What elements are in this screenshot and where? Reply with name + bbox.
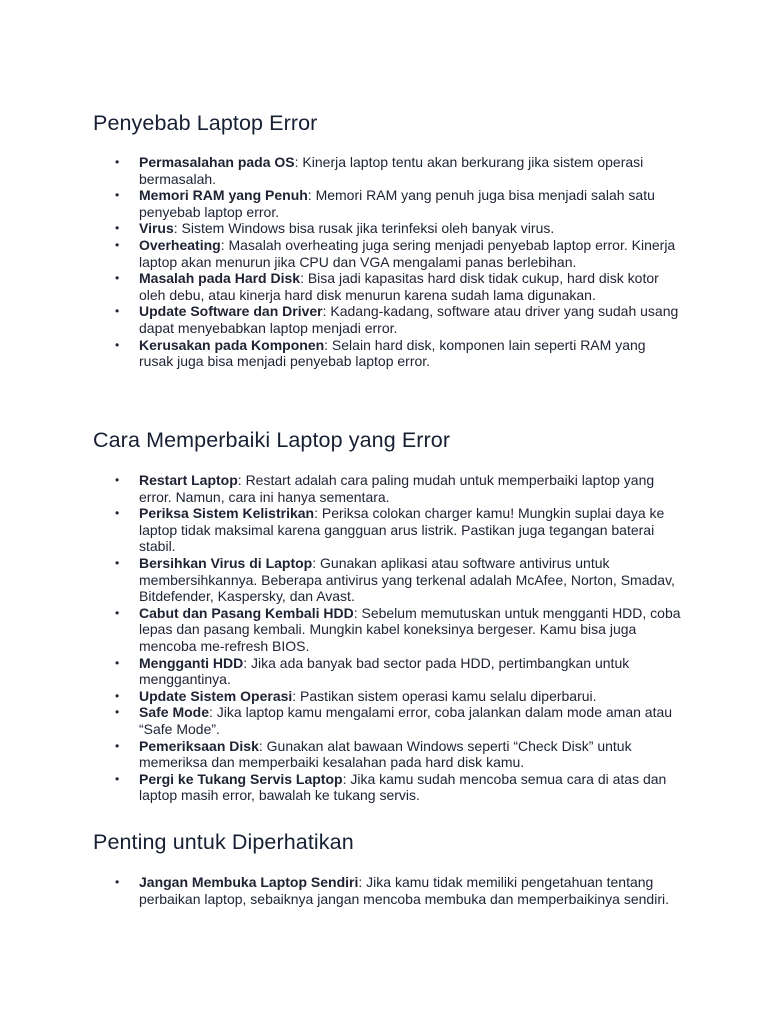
item-term: Overheating bbox=[139, 236, 221, 253]
bullet-icon: • bbox=[115, 655, 120, 670]
bullet-icon: • bbox=[115, 304, 120, 319]
section-penting bbox=[93, 829, 683, 907]
list-item bbox=[93, 555, 683, 605]
bullet-icon: • bbox=[115, 605, 120, 620]
section-cara-memperbaiki bbox=[93, 427, 683, 804]
item-term: Kerusakan pada Komponen bbox=[139, 336, 325, 353]
bullet-list bbox=[93, 874, 683, 907]
bullet-icon: • bbox=[115, 155, 120, 169]
bullet-icon: • bbox=[115, 188, 120, 203]
item-description: : Jika ada banyak bad sector pada HDD, pertimbangkan untuk menggantinya. bbox=[139, 654, 630, 688]
section-penyebab bbox=[93, 110, 683, 370]
list-item bbox=[93, 270, 683, 303]
list-item bbox=[93, 220, 683, 237]
item-term: Permasalahan pada OS bbox=[139, 154, 295, 170]
list-item bbox=[93, 605, 683, 655]
item-description: : Restart adalah cara paling mudah untuk memperbaiki laptop yang error. Namun, cara ini hanya sementara. bbox=[139, 472, 655, 505]
list-item bbox=[93, 688, 683, 705]
bullet-icon: • bbox=[115, 555, 120, 570]
bullet-icon: • bbox=[115, 771, 120, 786]
item-description: : Kadang-kadang, software atau driver yang sudah usang dapat menyebabkan laptop menjadi error. bbox=[139, 303, 679, 336]
list-item bbox=[93, 874, 683, 907]
item-description: : Pastikan sistem operasi kamu selalu diperbarui. bbox=[292, 687, 597, 704]
item-description: : Masalah overheating juga sering menjadi penyebab laptop error. Kinerja laptop akan menurun jika CPU dan VGA mengalami panas berlebihan. bbox=[139, 236, 676, 270]
item-term: Restart Laptop bbox=[139, 472, 238, 488]
list-item bbox=[93, 771, 683, 804]
item-term: Pergi ke Tukang Servis Laptop bbox=[139, 770, 343, 787]
list-item bbox=[93, 505, 683, 555]
bullet-icon: • bbox=[115, 337, 120, 352]
list-item bbox=[93, 337, 683, 370]
item-term: Jangan Membuka Laptop Sendiri bbox=[139, 874, 359, 890]
bullet-icon: • bbox=[115, 221, 120, 236]
bullet-list bbox=[93, 154, 683, 370]
bullet-icon: • bbox=[115, 237, 120, 252]
list-item bbox=[93, 187, 683, 220]
item-term: Pemeriksaan Disk bbox=[139, 737, 259, 754]
bullet-icon: • bbox=[115, 738, 120, 753]
item-term: Safe Mode bbox=[139, 704, 210, 721]
item-description: : Periksa colokan charger kamu! Mungkin suplai daya ke laptop tidak maksimal karena gangguan arus listrik. Pastikan juga tegangan baterai stabil. bbox=[139, 505, 665, 555]
item-term: Cabut dan Pasang Kembali HDD bbox=[139, 604, 354, 621]
list-item bbox=[93, 472, 683, 505]
list-item bbox=[93, 738, 683, 771]
item-description: : Gunakan alat bawaan Windows seperti “Check Disk” untuk memeriksa dan memperbaiki kesalahan pada hard disk kamu. bbox=[139, 737, 632, 771]
bullet-icon: • bbox=[115, 875, 120, 889]
item-description: : Gunakan aplikasi atau software antivirus untuk membersihkannya. Beberapa antivirus yang terkenal adalah McAfee, Norton, Smadav, Bitdefender, Kaspersky, dan Avast. bbox=[139, 554, 675, 605]
bullet-icon: • bbox=[115, 705, 120, 720]
item-term: Update Software dan Driver bbox=[139, 303, 323, 320]
item-term: Bersihkan Virus di Laptop bbox=[139, 554, 313, 571]
section-heading: Penting untuk Diperhatikan bbox=[93, 830, 354, 854]
bullet-icon: • bbox=[115, 271, 120, 286]
list-item bbox=[93, 704, 683, 737]
item-term: Mengganti HDD bbox=[139, 654, 244, 671]
item-description: : Jika kamu sudah mencoba semua cara di atas dan laptop masih error, bawalah ke tukang servis. bbox=[139, 770, 667, 804]
bullet-icon: • bbox=[115, 506, 120, 521]
list-item bbox=[93, 655, 683, 688]
bullet-icon: • bbox=[115, 688, 120, 703]
item-term: Masalah pada Hard Disk bbox=[139, 270, 301, 287]
section-heading: Penyebab Laptop Error bbox=[93, 111, 318, 135]
list-item bbox=[93, 154, 683, 187]
item-description: : Jika laptop kamu mengalami error, coba jalankan dalam mode aman atau “Safe Mode”. bbox=[139, 704, 673, 737]
item-description: : Sebelum memutuskan untuk mengganti HDD, coba lepas dan pasang kembali. Mungkin kabel koneksinya bergeser. Kamu bisa juga mencoba me-refresh BIOS. bbox=[139, 604, 681, 654]
item-term: Update Sistem Operasi bbox=[139, 687, 293, 704]
item-term: Memori RAM yang Penuh bbox=[139, 187, 308, 204]
list-item bbox=[93, 303, 683, 336]
item-description: : Jika kamu tidak memiliki pengetahuan tentang perbaikan laptop, sebaiknya jangan mencoba membuka dan memperbaikinya sendiri. bbox=[139, 874, 669, 907]
item-term: Periksa Sistem Kelistrikan bbox=[139, 505, 315, 522]
list-item bbox=[93, 237, 683, 270]
item-description: : Sistem Windows bisa rusak jika terinfeksi oleh banyak virus. bbox=[173, 220, 555, 237]
item-description: : Memori RAM yang penuh juga bisa menjadi salah satu penyebab laptop error. bbox=[139, 187, 655, 220]
bullet-icon: • bbox=[115, 473, 120, 487]
item-description: : Bisa jadi kapasitas hard disk tidak cukup, hard disk kotor oleh debu, atau kinerja hard disk menurun karena sudah lama digunakan. bbox=[139, 270, 659, 303]
item-description: : Selain hard disk, komponen lain seperti RAM yang rusak juga bisa menjadi penyebab laptop error. bbox=[139, 336, 646, 370]
section-heading: Cara Memperbaiki Laptop yang Error bbox=[93, 428, 451, 452]
item-description: : Kinerja laptop tentu akan berkurang jika sistem operasi bermasalah. bbox=[139, 154, 644, 187]
bullet-list bbox=[93, 472, 683, 804]
item-term: Virus bbox=[139, 220, 174, 237]
